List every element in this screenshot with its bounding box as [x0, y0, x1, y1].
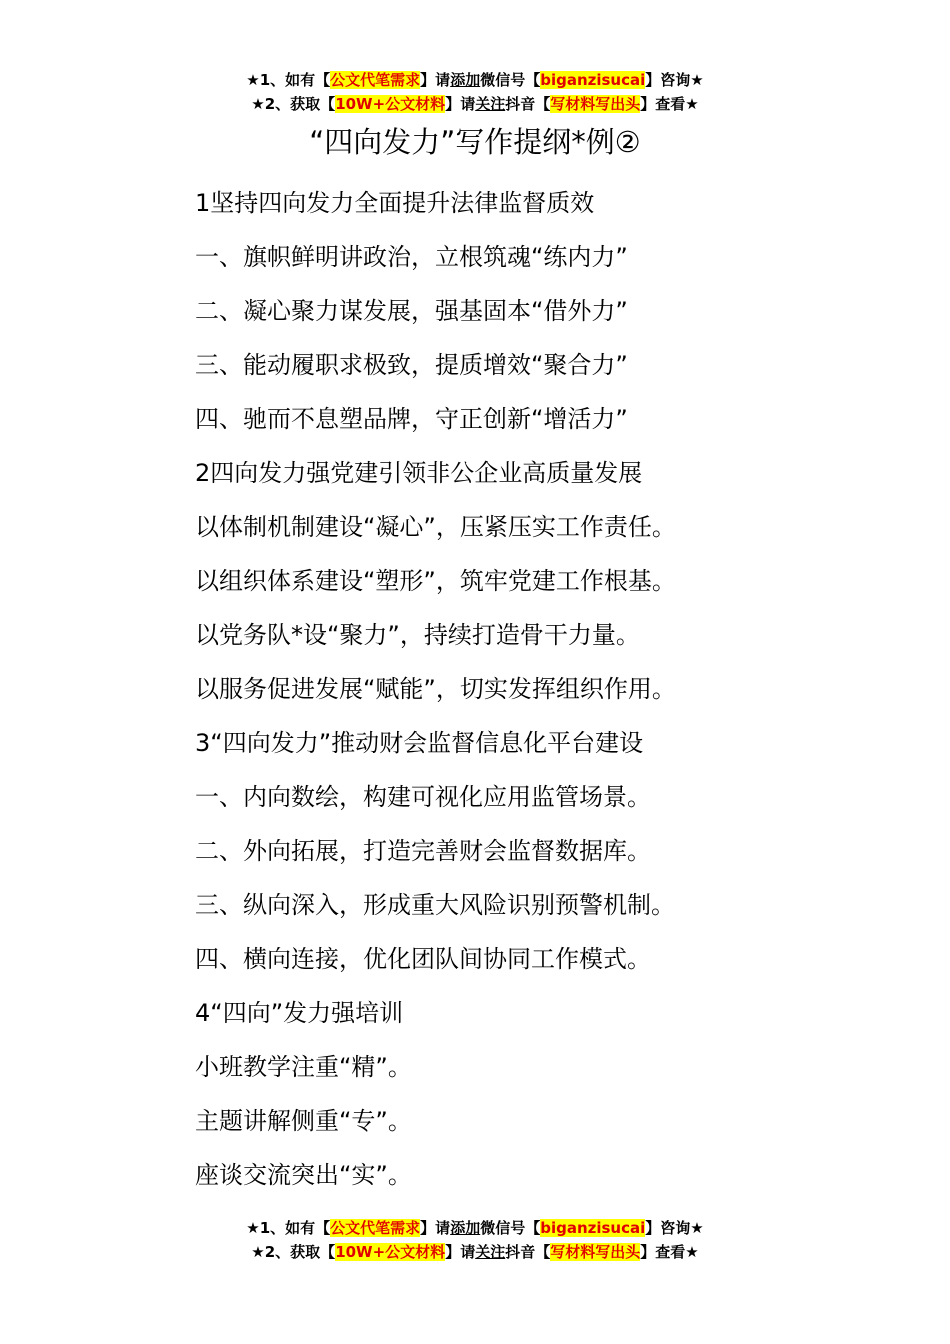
promo-text: ★2、获取【 [251, 95, 336, 113]
promo-highlight: 10W+公文材料 [335, 1243, 446, 1261]
promo-underline: 添加 [450, 71, 481, 89]
outline-item: 座谈交流突出“实”。 [195, 1161, 412, 1189]
promo-line-1 [0, 68, 950, 92]
promo-text: 抖音【 [505, 1243, 551, 1261]
promo-highlight: 10W+公文材料 [335, 95, 446, 113]
promo-line-2 [0, 1240, 950, 1264]
promo-highlight: 公文代笔需求 [330, 1219, 421, 1237]
outline-item: 一、内向数绘，构建可视化应用监管场景。 [195, 783, 651, 811]
promo-text: 抖音【 [505, 95, 551, 113]
outline-item: 主题讲解侧重“专”。 [195, 1107, 412, 1135]
promo-text: 】请 [420, 71, 451, 89]
outline-item: 以体制机制建设“凝心”，压紧压实工作责任。 [195, 513, 676, 541]
outline-item: 四、横向连接，优化团队间协同工作模式。 [195, 945, 651, 973]
promo-text: 】请 [420, 1219, 451, 1237]
promo-highlight: biganzisucai [540, 1219, 646, 1237]
outline-item: 二、外向拓展，打造完善财会监督数据库。 [195, 837, 651, 865]
promo-text: 微信号【 [480, 1219, 541, 1237]
outline-item: 三、纵向深入，形成重大风险识别预警机制。 [195, 891, 675, 919]
outline-heading: 2四向发力强党建引领非公企业高质量发展 [195, 459, 643, 487]
promo-underline: 添加 [450, 1219, 481, 1237]
outline-item: 三、能动履职求极致，提质增效“聚合力” [195, 351, 628, 379]
promo-underline: 关注 [475, 95, 506, 113]
promo-text: 】咨询★ [645, 1219, 704, 1237]
outline-heading: 1坚持四向发力全面提升法律监督质效 [195, 189, 595, 217]
promo-banner-bottom [0, 1216, 950, 1264]
outline-item: 以服务促进发展“赋能”，切实发挥组织作用。 [195, 675, 676, 703]
outline-heading: 3“四向发力”推动财会监督信息化平台建设 [195, 729, 644, 757]
promo-highlight: 公文代笔需求 [330, 71, 421, 89]
promo-text: 微信号【 [480, 71, 541, 89]
outline-item: 以组织体系建设“塑形”，筑牢党建工作根基。 [195, 567, 676, 595]
outline-item: 小班教学注重“精”。 [195, 1053, 412, 1081]
promo-underline: 关注 [475, 1243, 506, 1261]
promo-text: 】请 [445, 95, 476, 113]
promo-text: 】咨询★ [645, 71, 704, 89]
promo-highlight: 写材料写出头 [550, 95, 641, 113]
outline-item: 二、凝心聚力谋发展，强基固本“借外力” [195, 297, 628, 325]
outline-item: 四、驰而不息塑品牌，守正创新“增活力” [195, 405, 628, 433]
promo-text: ★1、如有【 [246, 71, 331, 89]
promo-text: ★1、如有【 [246, 1219, 331, 1237]
promo-text: 】请 [445, 1243, 476, 1261]
document-title: “四向发力”写作提纲*例② [309, 125, 641, 159]
outline-heading: 4“四向”发力强培训 [195, 999, 404, 1027]
promo-line-1 [0, 1216, 950, 1240]
promo-banner-top [0, 68, 950, 116]
outline-item: 以党务队*设“聚力”，持续打造骨干力量。 [195, 621, 640, 649]
promo-text: 】查看★ [640, 95, 699, 113]
promo-line-2 [0, 92, 950, 116]
promo-text: ★2、获取【 [251, 1243, 336, 1261]
outline-item: 一、旗帜鲜明讲政治，立根筑魂“练内力” [195, 243, 628, 271]
document-body [195, 176, 915, 1202]
promo-highlight: 写材料写出头 [550, 1243, 641, 1261]
promo-text: 】查看★ [640, 1243, 699, 1261]
promo-highlight: biganzisucai [540, 71, 646, 89]
